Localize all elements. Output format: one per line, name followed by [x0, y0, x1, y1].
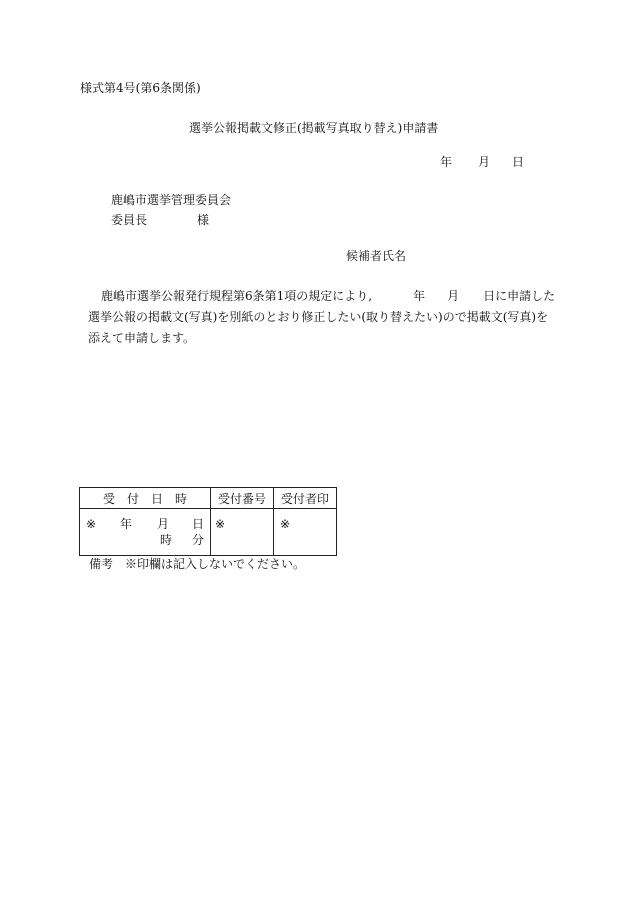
application-body: [80, 286, 560, 349]
remarks-note: 備考 ※印欄は記入しないでください。: [89, 557, 306, 571]
cell-receiver-seal: [274, 509, 337, 556]
body-line-1-prefix: 鹿嶋市選挙公報発行規程第6条第1項の規定により,: [101, 289, 373, 303]
datetime-day-label: 日: [192, 517, 205, 531]
body-month-label: 月: [447, 289, 460, 303]
seal-mark: ※: [280, 517, 291, 531]
date-month-label: 月: [478, 155, 491, 169]
addressee-honorific: 様: [197, 213, 210, 227]
datetime-month-label: 月: [157, 517, 170, 531]
datetime-hour-label: 時: [160, 533, 173, 547]
reception-table: [79, 487, 337, 556]
table-row: [80, 509, 337, 556]
header-reception-datetime: 受 付 日 時: [80, 488, 211, 509]
candidate-name-label: 候補者氏名: [346, 249, 407, 263]
body-line-1-suffix: 日に申請した: [483, 289, 556, 303]
body-line-1: [80, 286, 560, 307]
addressee-chair-title: 委員長: [111, 213, 148, 227]
cell-reception-datetime: [80, 509, 211, 556]
datetime-minute-label: 分: [192, 533, 205, 547]
reception-table-header: [80, 488, 337, 509]
date-day-label: 日: [512, 155, 525, 169]
datetime-mark: ※: [86, 517, 97, 531]
date-year-label: 年: [440, 155, 453, 169]
body-line-2: 選挙公報の掲載文(写真)を別紙のとおり修正したい(取り替えたい)ので掲載文(写真)を: [88, 310, 549, 324]
body-year-label: 年: [413, 289, 426, 303]
form-number: 様式第4号(第6条関係): [80, 81, 201, 95]
document-title: 選挙公報掲載文修正(掲載写真取り替え)申請書: [189, 121, 439, 135]
body-line-3: 添えて申請します。: [88, 331, 196, 345]
addressee-chair: [111, 213, 210, 227]
cell-reception-number: [211, 509, 274, 556]
datetime-year-label: 年: [120, 517, 133, 531]
header-receiver-seal: 受付者印: [274, 488, 337, 509]
number-mark: ※: [215, 517, 226, 531]
addressee-organization: 鹿嶋市選挙管理委員会: [111, 193, 232, 207]
header-reception-number: 受付番号: [211, 488, 274, 509]
